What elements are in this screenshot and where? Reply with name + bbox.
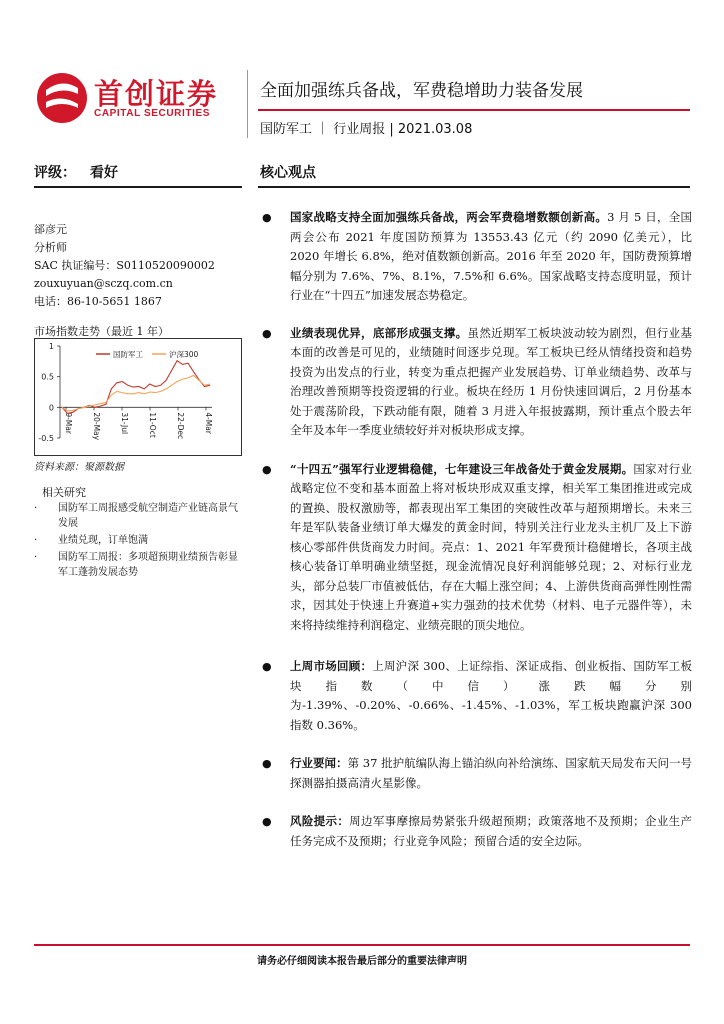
bullet-text: 国家对行业战略定位不变和基本面盈上将对板块形成双重支撑，相关军工集团推进或完成的置换、股权激励等，都表现出军工集团的突破性改革与超预期增长。未来三年是军队装备业绩订单大爆发的黄金时间，特别关注行业龙头主机厂及上下游核心零部件供货商发力时间。亮点：1、2021 年军费预计稳健增长，各项主战核心装备订单明确业绩坚挺，现金流情况良好利润能够兑现；2、对标行业龙头，部分总装厂市值被低估，存在大幅上涨空间；4、上游供货商高弹性刚性需求，因其处于快速上升赛道+实力强劲的技术优势（材料、电子元器件等），未来将持续维持利润稳定、业绩亮眼的顶尖地位。 bbox=[290, 461, 692, 632]
bullet-icon: ● bbox=[262, 757, 272, 770]
core-bullet bbox=[262, 657, 692, 735]
bullet-text: 周边军事摩擦局势紧张升级超预期；政策落地不及预期；企业生产任务完成不及预期；行业竞争风险；预留合适的安全边际。 bbox=[290, 814, 693, 848]
related-item-text: 国防军工周报感受航空制造产业链高景气发展 bbox=[58, 503, 238, 529]
logo-text-cn: 首创证券 bbox=[94, 77, 219, 111]
core-bullet bbox=[262, 324, 692, 441]
related-research-list bbox=[34, 501, 244, 582]
bullet-text: 上周沪深 300、上证综指、深证成指、创业板指、国防军工板块指数（中信）涨跌幅分别为-1.39%、-0.20%、-0.66%、-1.45%、-1.03%，军工板块跑赢沪深 300 指数 0.36%。 bbox=[290, 659, 692, 732]
related-item[interactable] bbox=[34, 501, 244, 531]
rating-value: 看好 bbox=[90, 165, 118, 181]
related-item-text: 业绩兑现，订单饱满 bbox=[58, 535, 148, 546]
y-tick-label: 0.5 bbox=[41, 372, 54, 382]
bullet-text: 3 月 5 日，全国两会公布 2021 年度国防预算为 13553.43 亿元（约 2090 亿美元），比 2020 年增长 6.8%，绝对值数额创新高。2016 年至 2020 年，国防费预算增幅分别为 7.6%、7%、8.1%，7.5%和 6.6%。国家战略支持态度明显，预计行业在“十四五”加速发展态势稳定。 bbox=[290, 210, 692, 302]
legend-label: 沪深300 bbox=[169, 350, 199, 359]
analyst-email: zouxuyuan@sczq.com.cn bbox=[34, 277, 173, 290]
chart-svg bbox=[34, 338, 242, 456]
x-tick-label: 31-Jul bbox=[120, 412, 129, 435]
header-divider bbox=[247, 70, 248, 138]
bullet-dot: · bbox=[34, 535, 38, 546]
related-research-title: 相关研究 bbox=[42, 486, 86, 499]
index-chart bbox=[34, 338, 242, 456]
analyst-sac: SAC 执证编号：S0110520090002 bbox=[34, 259, 215, 272]
bullet-dot: · bbox=[34, 552, 38, 563]
x-tick-label: 20-May bbox=[92, 412, 101, 441]
bullet-heading: “十四五”强军行业逻辑稳健，七年建设三年战备处于黄金发展期。 bbox=[290, 461, 634, 476]
related-item[interactable] bbox=[34, 550, 244, 580]
company-logo bbox=[34, 68, 244, 128]
chart-source: 资料来源：聚源数据 bbox=[34, 462, 124, 473]
related-item-text: 国防军工周报：多项超预期业绩预告彰显军工蓬勃发展态势 bbox=[58, 552, 238, 578]
bullet-icon: ● bbox=[262, 326, 272, 340]
x-tick-label: 9-Mar bbox=[64, 412, 73, 434]
logo-mark-icon bbox=[34, 70, 90, 126]
analyst-name: 郤彦元 bbox=[34, 223, 67, 236]
bullet-heading: 国家战略支持全面加强练兵备战，两会军费稳增数额创新高。 bbox=[290, 210, 608, 224]
bullet-icon: ● bbox=[262, 815, 272, 828]
legal-footer: 请务必仔细阅读本报告最后部分的重要法律声明 bbox=[257, 956, 467, 967]
analyst-info bbox=[34, 221, 215, 311]
logo-text-en: CAPITAL SECURITIES bbox=[94, 108, 210, 119]
footer-rule bbox=[34, 944, 690, 946]
core-bullet bbox=[262, 812, 692, 851]
series-line-defense bbox=[62, 361, 210, 414]
bullet-icon: ● bbox=[262, 462, 272, 476]
y-tick-label: 1 bbox=[48, 342, 54, 351]
core-view-rule bbox=[258, 186, 690, 188]
x-tick-label: 11-Oct bbox=[148, 412, 157, 438]
bullet-text: 虽然近期军工板块波动较为剧烈，但行业基本面的改善是可见的，业绩随时间逐步兑现。军工板块已经从情绪投资和趋势投资为出发点的行业，转变为重点把握产业发展趋势、订单业绩趋势、改革与治理改善预期等投资逻辑的行业。板块在经历 1 月份快速回调后，2 月份基本处于震荡阶段，下跌动能有限，随着 3 月进入年报披露期，预计重点个股去年全年及本年一季度业绩较好并对板块形成支撑。 bbox=[290, 325, 692, 437]
core-bullet bbox=[262, 208, 692, 306]
y-tick-label: 0 bbox=[48, 403, 54, 413]
x-tick-label: 4-Mar bbox=[204, 412, 213, 434]
rating-label: 评级： bbox=[34, 165, 76, 181]
bullet-heading: 业绩表现优异，底部形成强支撑。 bbox=[290, 325, 468, 340]
bullet-heading: 行业要闻： bbox=[290, 756, 348, 770]
bullet-icon: ● bbox=[262, 660, 272, 673]
series-line-csi300 bbox=[62, 375, 210, 411]
legend-label: 国防军工 bbox=[113, 350, 143, 359]
bullet-heading: 上周市场回顾： bbox=[290, 659, 373, 673]
core-bullet bbox=[262, 460, 692, 636]
x-tick-label: 22-Dec bbox=[176, 412, 185, 440]
core-view-title: 核心观点 bbox=[260, 165, 316, 181]
y-tick-label: -0.5 bbox=[38, 434, 54, 443]
title-rule bbox=[258, 109, 690, 111]
analyst-role: 分析师 bbox=[34, 241, 67, 254]
rating-rule bbox=[34, 186, 242, 188]
analyst-phone: 电话：86-10-5651 1867 bbox=[34, 295, 162, 308]
related-item[interactable] bbox=[34, 533, 244, 548]
bullet-heading: 风险提示： bbox=[290, 814, 350, 828]
bullet-text: 第 37 批护航编队海上锚泊纵向补给演练、国家航天局发布天问一号探测器拍摄高清火星影像。 bbox=[290, 756, 693, 790]
core-view-bullets bbox=[262, 208, 692, 851]
report-title: 全面加强练兵备战，军费稳增助力装备发展 bbox=[260, 81, 583, 101]
bullet-dot: · bbox=[34, 503, 38, 514]
report-subtitle: 国防军工 ｜ 行业周报 | 2021.03.08 bbox=[260, 122, 473, 137]
core-bullet bbox=[262, 754, 692, 793]
bullet-icon: ● bbox=[262, 211, 272, 224]
chart-title: 市场指数走势（最近 1 年） bbox=[34, 325, 169, 338]
rating bbox=[34, 162, 118, 182]
